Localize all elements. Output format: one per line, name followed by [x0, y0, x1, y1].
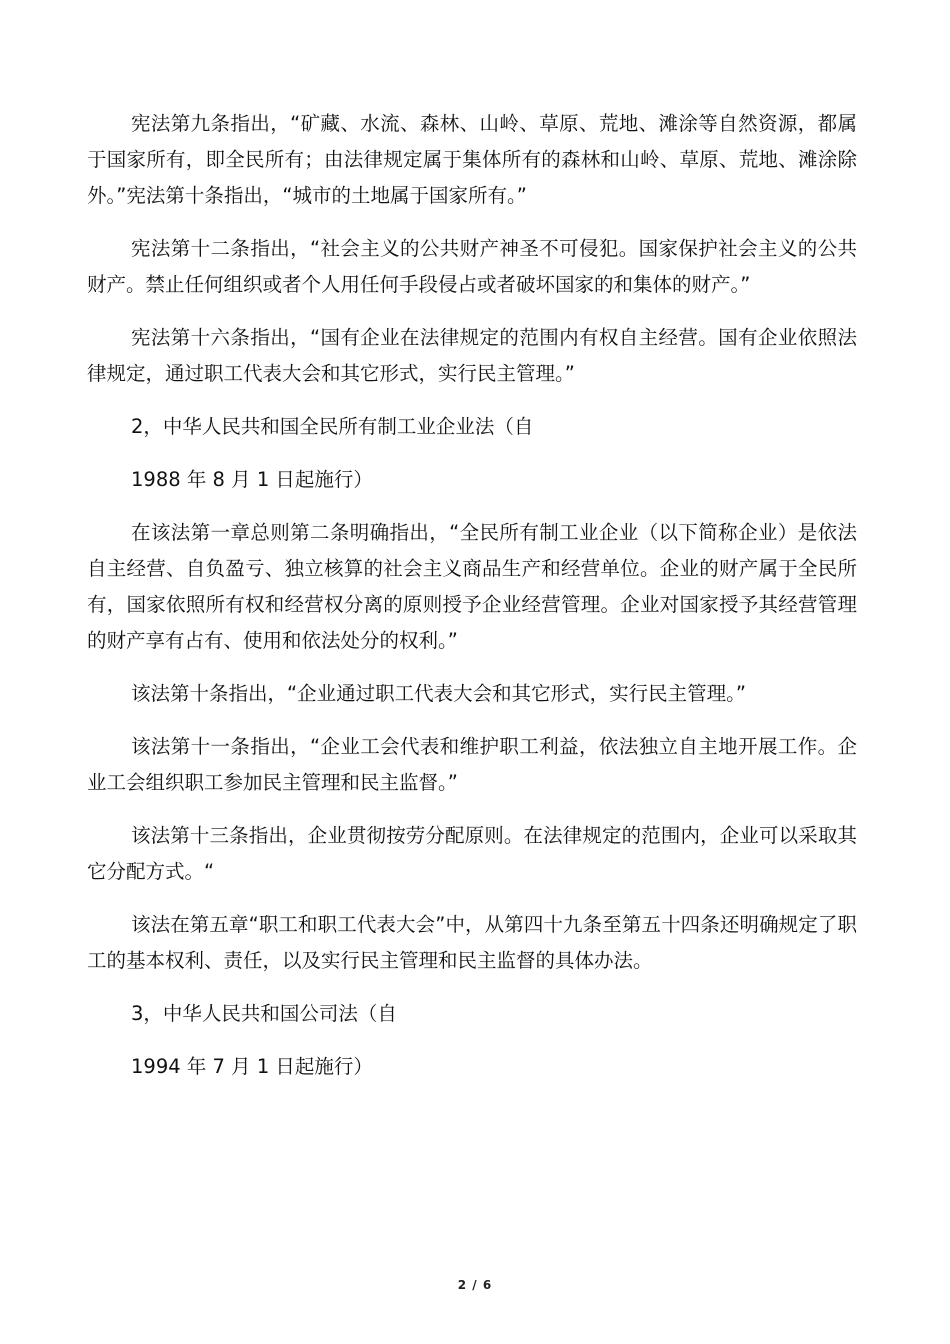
paragraph-article-16: 宪法第十六条指出，“国有企业在法律规定的范围内有权自主经营。国有企业依照法律规定，通过职工代表大会和其它形式，实行民主管理。”: [87, 326, 857, 385]
paragraph-article-9: 宪法第九条指出，“矿藏、水流、森林、山岭、草原、荒地、滩涂等自然资源，都属于国家所有，即全民所有；由法律规定属于集体所有的森林和山岭、草原、荒地、滩涂除外。”宪法第十条指出，“城市的土地属于国家所有。”: [87, 112, 857, 207]
paragraph-enterprise-law-article-10: 该法第十条指出，“企业通过职工代表大会和其它形式，实行民主管理。”: [131, 682, 746, 705]
paragraph-enterprise-law-article-13: 该法第十三条指出，企业贯彻按劳分配原则。在法律规定的范围内，企业可以采取其它分配方式。“: [87, 824, 857, 883]
heading-company-law: 3，中华人民共和国公司法（自: [131, 1002, 397, 1025]
paragraph-enterprise-law-article-11: 该法第十一条指出，“企业工会代表和维护职工利益，依法独立自主地开展工作。企业工会组织职工参加民主管理和民主监督。”: [87, 735, 857, 794]
paragraph-enterprise-law-article-2: 在该法第一章总则第二条明确指出，“全民所有制工业企业（以下简称企业）是依法自主经营、自负盈亏、独立核算的社会主义商品生产和经营单位。企业的财产属于全民所有，国家依照所有权和经营权分离的原则授予企业经营管理。企业对国家授予其经营管理的财产享有占有、使用和依法处分的权利。”: [87, 521, 857, 652]
heading-enterprise-law-date: 1988 年 8 月 1 日起施行）: [131, 468, 373, 491]
paragraph-article-12: 宪法第十二条指出，“社会主义的公共财产神圣不可侵犯。国家保护社会主义的公共财产。禁止任何组织或者个人用任何手段侵占或者破坏国家的和集体的财产。”: [87, 237, 857, 296]
paragraph-enterprise-law-chapter-5: 该法在第五章“职工和职工代表大会”中，从第四十九条至第五十四条还明确规定了职工的基本权利、责任，以及实行民主管理和民主监督的具体办法。: [87, 913, 857, 972]
heading-enterprise-law: 2，中华人民共和国全民所有制工业企业法（自: [131, 415, 534, 438]
page-number: 2 / 6: [457, 1278, 493, 1292]
document-body: [87, 106, 857, 1102]
heading-company-law-date: 1994 年 7 月 1 日起施行）: [131, 1055, 373, 1078]
